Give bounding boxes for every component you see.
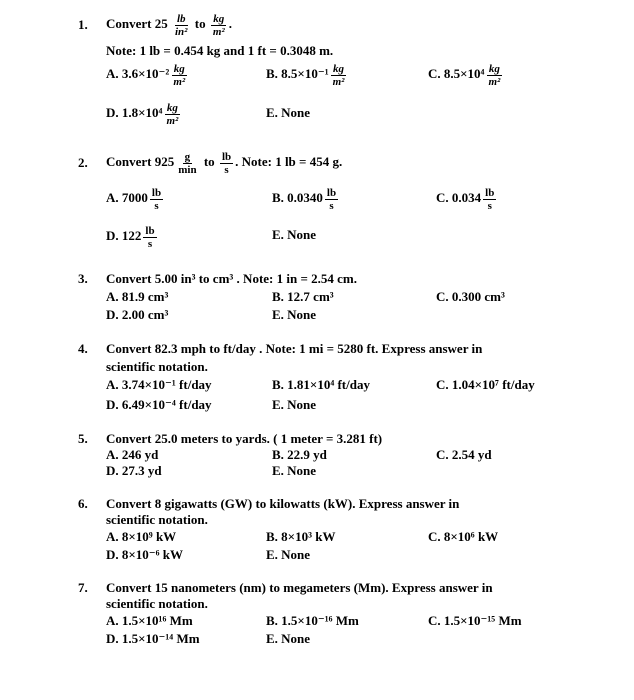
q1-option-a (106, 60, 189, 88)
option-letter: A. (106, 289, 119, 304)
from-unit-den: min (178, 163, 197, 176)
unit-num: kg (173, 62, 185, 75)
option-letter: A. (106, 613, 119, 628)
option-value: None (281, 631, 311, 646)
q2-option-b (272, 184, 340, 212)
unit-den: m² (173, 75, 186, 88)
option-letter: E. (272, 227, 284, 242)
q6-option-c (428, 530, 498, 544)
unit-den: m² (166, 114, 179, 127)
question-2-prompt (106, 148, 342, 176)
question-1-note: Note: 1 lb = 0.454 kg and 1 ft = 0.3048 m. (106, 43, 334, 58)
option-letter: C. (428, 66, 441, 81)
question-4-number: 4. (78, 341, 88, 356)
option-unit (164, 102, 180, 127)
option-value: 0.034 (451, 190, 482, 205)
option-value: None (287, 307, 317, 322)
unit-num: kg (166, 101, 178, 114)
q5-option-c (436, 448, 492, 462)
option-value: 81.9 cm³ (121, 289, 169, 304)
question-6-prompt: Convert 8 gigawatts (GW) to kilowatts (kW). Express answer in (106, 496, 460, 511)
option-value: 2.54 yd (451, 447, 492, 462)
unit-num: lb (326, 186, 337, 199)
q4-option-e (272, 398, 316, 412)
q2-option-e (272, 228, 316, 242)
option-letter: C. (428, 529, 441, 544)
to-unit-num: kg (213, 12, 225, 25)
option-letter: A. (106, 190, 119, 205)
option-letter: A. (106, 447, 119, 462)
to-word: to (203, 154, 215, 169)
option-unit (143, 225, 156, 250)
prompt-text: Convert 925 (106, 154, 175, 169)
option-value: 8×10³ kW (281, 529, 336, 544)
from-unit-den: in² (175, 25, 188, 38)
option-letter: D. (106, 463, 119, 478)
option-letter: B. (266, 613, 278, 628)
q3-option-d (106, 308, 168, 322)
q7-option-a (106, 614, 193, 628)
option-letter: A. (106, 66, 119, 81)
option-unit (483, 187, 496, 212)
option-unit (486, 63, 502, 88)
option-value: 246 yd (121, 447, 159, 462)
q5-option-a (106, 448, 158, 462)
option-value: 1.8×10⁴ (121, 105, 163, 120)
question-7-prompt-line2: scientific notation. (106, 596, 208, 611)
prompt-text: Convert 25 (106, 16, 168, 31)
q4-option-a (106, 378, 212, 392)
prompt-note: . Note: 1 lb = 454 g. (235, 154, 343, 169)
option-letter: E. (272, 463, 284, 478)
question-7-prompt: Convert 15 nanometers (nm) to megameters (Mm). Express answer in (106, 580, 493, 595)
q2-option-a (106, 184, 165, 212)
unit-den: s (147, 237, 153, 250)
q3-option-e (272, 308, 316, 322)
option-letter: D. (106, 397, 119, 412)
option-unit (331, 63, 347, 88)
unit-num: lb (151, 186, 162, 199)
to-unit-fraction (211, 13, 227, 38)
q7-option-e (266, 632, 310, 646)
option-letter: E. (266, 547, 278, 562)
option-value: 3.6×10⁻² (121, 66, 170, 81)
q6-option-a (106, 530, 176, 544)
question-3-prompt: Convert 5.00 in³ to cm³ . Note: 1 in = 2.54 cm. (106, 271, 357, 286)
q6-option-d (106, 548, 183, 562)
from-unit-fraction (176, 151, 198, 176)
option-value: 3.74×10⁻¹ ft/day (121, 377, 212, 392)
unit-num: kg (488, 62, 500, 75)
option-value: None (287, 463, 317, 478)
q7-option-b (266, 614, 359, 628)
unit-den: s (329, 199, 334, 212)
option-letter: E. (266, 631, 278, 646)
option-value: 8×10⁶ kW (443, 529, 499, 544)
option-letter: B. (266, 66, 278, 81)
option-unit (150, 187, 163, 212)
option-value: 122 (121, 228, 142, 243)
question-4-prompt: Convert 82.3 mph to ft/day . Note: 1 mi = 5280 ft. Express answer in (106, 341, 483, 356)
unit-num: lb (485, 186, 495, 199)
q1-option-c (428, 60, 504, 88)
option-value: 1.5×10⁻¹⁴ Mm (121, 631, 200, 646)
question-5-number: 5. (78, 431, 88, 446)
question-2-number: 2. (78, 155, 88, 170)
option-value: None (281, 105, 311, 120)
to-unit-fraction (220, 151, 233, 176)
q3-option-a (106, 290, 168, 304)
option-value: 6.49×10⁻⁴ ft/day (121, 397, 212, 412)
question-7-number: 7. (78, 580, 88, 595)
q4-option-b (272, 378, 370, 392)
option-letter: A. (106, 377, 119, 392)
option-letter: D. (106, 228, 119, 243)
option-value: 27.3 yd (121, 463, 162, 478)
q5-option-e (272, 464, 316, 478)
option-value: 1.81×10⁴ ft/day (287, 377, 370, 392)
option-letter: D. (106, 307, 119, 322)
q3-option-c (436, 290, 505, 304)
option-value: 0.0340 (287, 190, 323, 205)
question-6-prompt-line2: scientific notation. (106, 512, 208, 527)
question-5-prompt: Convert 25.0 meters to yards. ( 1 meter = 3.281 ft) (106, 431, 383, 446)
option-value: 1.5×10⁻¹⁵ Mm (443, 613, 522, 628)
option-letter: E. (266, 105, 278, 120)
option-letter: D. (106, 631, 119, 646)
option-letter: C. (436, 190, 449, 205)
option-letter: E. (272, 397, 284, 412)
option-letter: B. (272, 289, 284, 304)
unit-num: lb (145, 224, 155, 237)
option-value: None (287, 227, 317, 242)
option-value: None (287, 397, 317, 412)
option-value: 2.00 cm³ (121, 307, 169, 322)
option-value: 8.5×10⁻¹ (281, 66, 329, 81)
option-value: 7000 (121, 190, 148, 205)
to-word: to (194, 16, 206, 31)
from-unit-fraction (173, 13, 189, 38)
q7-option-d (106, 632, 200, 646)
q3-option-b (272, 290, 334, 304)
to-unit-den: s (224, 163, 229, 176)
option-value: 1.5×10⁻¹⁶ Mm (281, 613, 359, 628)
option-letter: B. (266, 529, 278, 544)
question-4-prompt-line2: scientific notation. (106, 359, 208, 374)
question-1-prompt: Convert 25 $\frac{lb}{\text{in²}}$ to $\frac{kg}{\text{m²}}$ . (106, 12, 232, 38)
option-value: 22.9 yd (287, 447, 327, 462)
q7-option-c (428, 614, 522, 628)
option-value: 8×10⁻⁶ kW (121, 547, 184, 562)
option-letter: A. (106, 529, 119, 544)
option-letter: B. (272, 377, 284, 392)
q6-option-b (266, 530, 335, 544)
q5-option-b (272, 448, 327, 462)
q2-option-d (106, 222, 159, 250)
to-unit-den: m² (212, 25, 225, 38)
question-3-number: 3. (78, 271, 88, 286)
option-value: 1.04×10⁷ ft/day (451, 377, 535, 392)
option-letter: C. (436, 377, 449, 392)
q1-option-e (266, 106, 310, 120)
question-6-number: 6. (78, 496, 88, 511)
option-value: 1.5×10¹⁶ Mm (121, 613, 193, 628)
option-letter: C. (428, 613, 441, 628)
option-letter: C. (436, 447, 449, 462)
option-value: 0.300 cm³ (451, 289, 505, 304)
q4-option-d (106, 398, 212, 412)
option-unit (325, 187, 338, 212)
unit-num: kg (333, 62, 345, 75)
option-letter: E. (272, 307, 284, 322)
option-unit (171, 63, 187, 88)
question-1-number: 1. (78, 17, 88, 32)
unit-den: s (154, 199, 159, 212)
unit-den: s (487, 199, 492, 212)
q2-option-c (436, 184, 498, 212)
option-letter: D. (106, 547, 119, 562)
from-unit-num: g (184, 150, 191, 163)
option-value: 8×10⁹ kW (121, 529, 177, 544)
q5-option-d (106, 464, 162, 478)
q1-option-d (106, 99, 182, 127)
from-unit-num: lb (176, 12, 186, 25)
q6-option-e (266, 548, 310, 562)
q1-option-b (266, 60, 348, 88)
option-letter: D. (106, 105, 119, 120)
option-value: 12.7 cm³ (287, 289, 334, 304)
option-letter: C. (436, 289, 449, 304)
option-value: None (281, 547, 311, 562)
unit-den: m² (332, 75, 345, 88)
option-letter: B. (272, 447, 284, 462)
to-unit-num: lb (221, 150, 232, 163)
option-letter: B. (272, 190, 284, 205)
q4-option-c (436, 378, 535, 392)
option-value: 8.5×10⁴ (443, 66, 485, 81)
unit-den: m² (488, 75, 501, 88)
